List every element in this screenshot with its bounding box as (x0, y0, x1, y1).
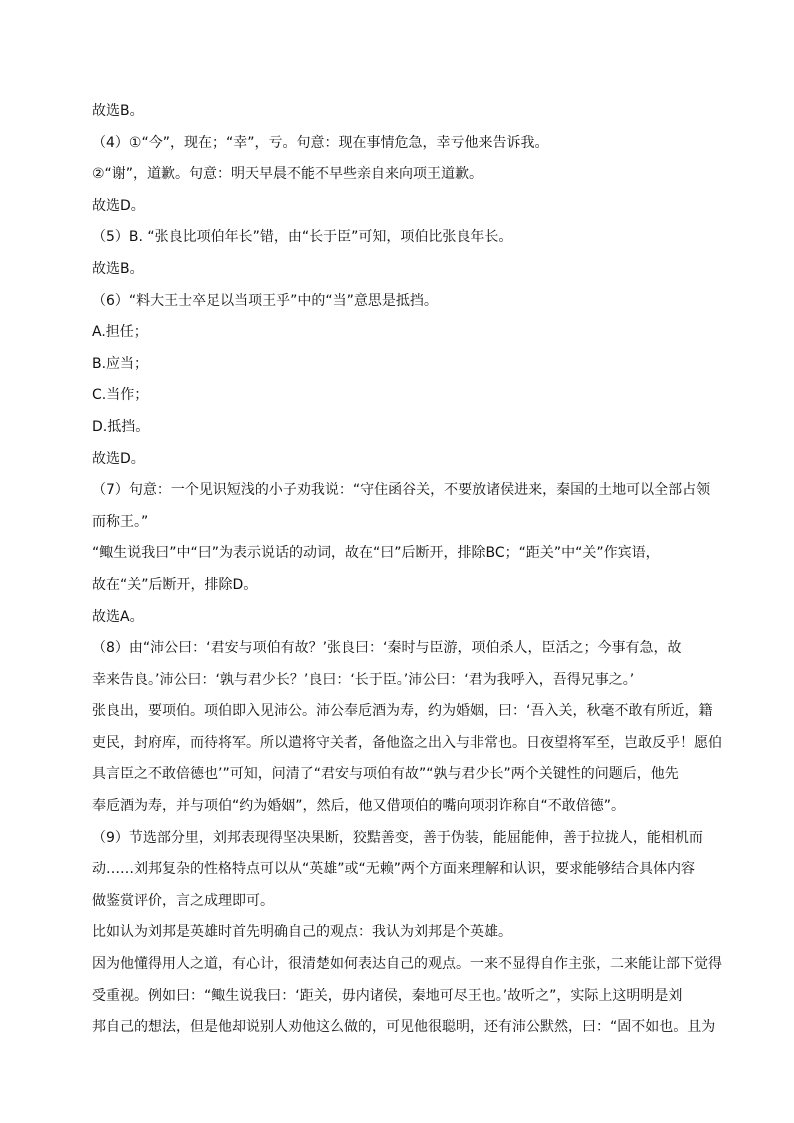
text-line: ②“谢”，道歉。句意：明天早晨不能不早些亲自来向项王道歉。 (92, 166, 484, 183)
text-line: 故选B。 (92, 103, 144, 119)
text-line: 奉卮酒为寿，并与项伯“约为婚姻”，然后，他又借项伯的嘴向项羽诈称自“不敢倍德”。 (92, 798, 626, 815)
text-line: D.抵挡。 (92, 418, 150, 435)
text-line: 邦自己的想法，但是他却说别人劝他这么做的，可见他很聪明，还有沛公默然，曰：“固不如也。且为 (92, 1019, 716, 1036)
text-line: （8）由“沛公曰：‘君安与项伯有故？’张良曰：‘秦时与臣游，项伯杀人，臣活之；今事有急，故 (92, 640, 682, 657)
text-line: B.应当； (92, 355, 149, 372)
text-line: 吏民，封府库，而待将军。所以遣将守关者，备他盗之出入与非常也。日夜望将军至，岂敢反乎！愿伯 (92, 734, 722, 751)
text-line: （5）B. “张良比项伯年长”错，由“长于臣”可知，项伯比张良年长。 (92, 229, 513, 246)
text-line: A.担任； (92, 324, 148, 341)
text-line: 动……刘邦复杂的性格特点可以从“英雄”或“无赖”两个方面来理解和认识，要求能够结合具体内容 (92, 861, 696, 878)
text-line: 张良出，要项伯。项伯即入见沛公。沛公奉卮酒为寿，约为婚姻，曰：‘吾入关，秋毫不敢有所近，籍 (92, 703, 713, 720)
text-line: 故选D。 (92, 450, 145, 467)
text-line: “鲰生说我曰”中“曰”为表示说话的动词，故在“曰”后断开，排除BC；“距关”中“关”作宾语， (92, 545, 660, 562)
text-line: 受重视。例如曰：“鲰生说我曰：‘距关，毋内诸侯，秦地可尽王也。’故听之”，实际上这明明是刘 (92, 987, 683, 1004)
text-line: （9）节选部分里，刘邦表现得坚决果断，狡黠善变，善于伪装，能屈能伸，善于拉拢人，能相机而 (92, 829, 703, 846)
text-line: 做鉴赏评价，言之成理即可。 (92, 892, 274, 909)
text-line: 故在“关”后断开，排除D。 (92, 576, 258, 593)
text-line: 故选D。 (92, 197, 145, 214)
text-line: 具言臣之不敢倍德也’”可知，问清了“君安与项伯有故”“孰与君少长”两个关键性的问题后，他先 (92, 766, 679, 783)
document-body (92, 96, 728, 1044)
text-line: 幸来告良。’沛公曰：‘孰与君少长？’良曰：‘长于臣。’沛公曰：‘君为我呼入，吾得兄事之。’ (92, 671, 635, 688)
text-line: 因为他懂得用人之道，有心计，很清楚如何表达自己的观点。一来不显得自作主张，二来能让部下觉得 (92, 956, 722, 973)
text-line: 故选A。 (92, 608, 144, 625)
text-line: （6）“料大王士卒足以当项王乎”中的“当”意思是抵挡。 (92, 292, 438, 309)
text-line: （4）①“今”，现在；“幸”，亏。句意：现在事情危急，幸亏他来告诉我。 (92, 134, 549, 151)
text-line: （7）句意：一个见识短浅的小子劝我说：“守住函谷关，不要放诸侯进来，秦国的土地可以全部占领 (92, 482, 711, 499)
text-line: 而称王。” (92, 513, 149, 530)
text-line: 比如认为刘邦是英雄时首先明确自己的观点：我认为刘邦是个英雄。 (92, 924, 512, 941)
text-line: 故选B。 (92, 260, 144, 277)
text-line: C.当作； (92, 387, 149, 404)
